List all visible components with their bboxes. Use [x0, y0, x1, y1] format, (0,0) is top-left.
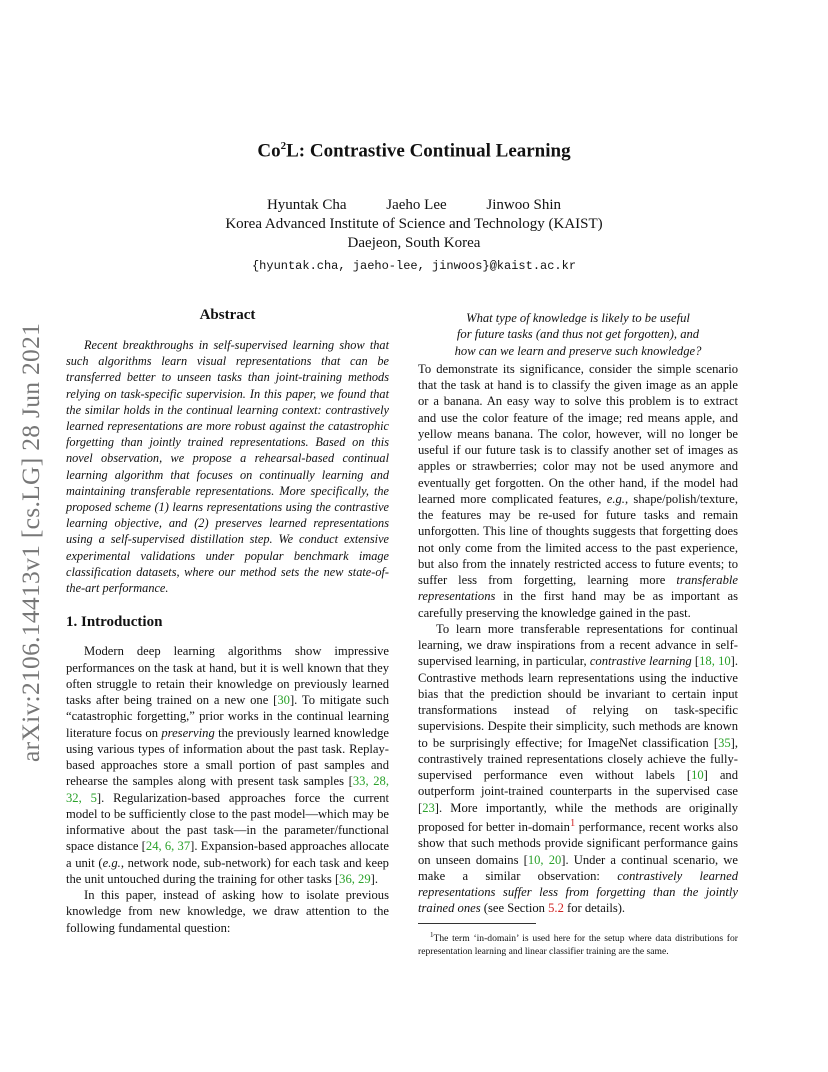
right-column: [418, 310, 738, 958]
citation-link[interactable]: 30: [277, 693, 290, 707]
footnote-marker[interactable]: 1: [569, 817, 576, 829]
author-names: [0, 196, 828, 215]
title-superscript: 2: [280, 140, 287, 152]
citation-link[interactable]: 10, 20: [527, 852, 562, 867]
footnote-divider: [418, 923, 536, 924]
author-emails: {hyuntak.cha, jaeho-lee, jinwoos}@kaist.ac.kr: [251, 259, 577, 273]
citation-link[interactable]: 10: [691, 768, 704, 783]
citation-link[interactable]: 23: [422, 800, 435, 815]
citation-link[interactable]: 35: [718, 735, 731, 750]
intro-paragraph-2: In this paper, instead of asking how to isolate previous knowledge from new knowledge, we draw attention to the following fundamental question:: [66, 888, 389, 935]
question-line: how can we learn and preserve such knowledge?: [454, 343, 702, 358]
question-line: What type of knowledge is likely to be useful: [466, 311, 690, 325]
left-column: [66, 305, 389, 936]
title-part: Co: [257, 140, 281, 162]
abstract-text: Recent breakthroughs in self-supervised learning show that such algorithms learn visual representations that can be transferred better to unseen tasks than joint-training methods relying on task-specific supervision. In this paper, we found that the similar holds in the continual learning context: contrastively learned representations are more robust against the catastrophic forgetting than jointly trained representations. Based on this novel observation, we propose a rehearsal-based continual learning algorithm that focuses on continually learning and maintaining transferable representations. More specifically, the proposed scheme (1) learns representations using the contrastive learning objective, and (2) preserves learned representations using a self-supervised distillation step. We conduct extensive experimental validations under popular benchmark image classification datasets, where our method sets the new state-of-the-art performance.: [66, 338, 389, 596]
affiliation: Korea Advanced Institute of Science and Technology (KAIST): [225, 216, 603, 232]
question-line: for future tasks (and thus not get forgotten), and: [456, 327, 700, 342]
section-reference-link[interactable]: 5.2: [548, 901, 564, 916]
intro-paragraph-1: Modern deep learning algorithms show impressive performances on the task at hand, but it is well known that they often struggle to retain their knowledge on previously learned tasks after being trained on a new one [30]. To mitigate such “catastrophic forgetting,” prior works in the continual learning literature focus on preserving the previously learned knowledge using various types of information about the past task. Replay-based approaches store a small portion of past samples and rehearse the samples along with present task samples [33, 28, 32, 5]. Regularization-based approaches force the current model to be sufficiently close to the past model—which may be informative about the past task—in the parameter/functional space distance [24, 6, 37]. Expansion-based approaches allocate a unit (e.g., network node, sub-network) for each task and keep the unit untouched during the training for other tasks [36, 29].: [66, 644, 390, 886]
citation-link[interactable]: 24, 6, 37: [145, 839, 191, 854]
paper-title: [0, 140, 828, 162]
citation-link[interactable]: 33, 28, 32, 5: [66, 774, 389, 805]
location: Daejeon, South Korea: [347, 235, 481, 251]
footnote-number: 1: [430, 930, 434, 939]
abstract-heading: Abstract: [199, 307, 256, 323]
right-paragraph-1: To demonstrate its significance, consider the simple scenario that the task at hand is to classify the given image as an apple or a banana. An easy way to solve this problem is to extract and use the color feature of the image; red means apple, and yellow means banana. The color, however, will no longer be useful if our future task is to classify another set of images as apples or strawberries; color may not be used anymore and eventually get forgotten. On the other hand, if the model had learned more complicated features, e.g., shape/polish/texture, the features may be re-used for future tasks and remain unforgotten. This line of thoughts suggests that forgetting does not only come from the limited access to the past experience, but also from the innately restricted access to future events; to suffer less from forgetting, learning more transferable representations in the first hand may be as important as carefully preserving the knowledge gained in the past.: [418, 361, 738, 620]
arxiv-stamp: [14, 292, 54, 762]
title-part: L: Contrastive Continual Learning: [286, 140, 571, 162]
author-name: Jaeho Lee: [386, 197, 447, 213]
author-name: Hyuntak Cha: [266, 197, 347, 213]
author-name: Jinwoo Shin: [486, 197, 562, 213]
citation-link[interactable]: 36, 29: [339, 871, 371, 886]
footnote-text: The term ‘in-domain’ is used here for the setup where data distributions for representation learning and linear classifier training are the same.: [418, 932, 738, 957]
arxiv-identifier: arXiv:2106.14413v1 [cs.LG] 28 Jun 2021: [16, 322, 45, 762]
key-question: [418, 310, 738, 359]
right-paragraph-2: To learn more transferable representations for continual learning, we draw inspirations from a recent advance in self-supervised learning, in particular, contrastive learning [18, 10]. Contrastive methods learn representations using the inductive bias that the prediction should be invariant to certain input transformations instead of relying on task-specific supervisions. Despite their simplicity, such methods are known to be surprisingly effective; for ImageNet classification [35], contrastively trained representations closely achieve the fully-supervised performance even without labels [10] and outperform joint-trained counterparts in the supervised case [23]. More importantly, while the methods are originally proposed for better in-domain$^1$ performance, recent works also show that such methods provide significant performance gains on unseen domains [10, 20]. Under a continual scenario, we make a similar observation: contrastively learned representations suffer less from forgetting than the jointly trained ones (see Section 5.2 for details).: [418, 621, 739, 916]
footnote: [418, 929, 738, 958]
citation-link[interactable]: 18, 10: [699, 654, 731, 669]
author-block: [0, 196, 828, 276]
section-heading-introduction: 1. Introduction: [66, 614, 163, 631]
